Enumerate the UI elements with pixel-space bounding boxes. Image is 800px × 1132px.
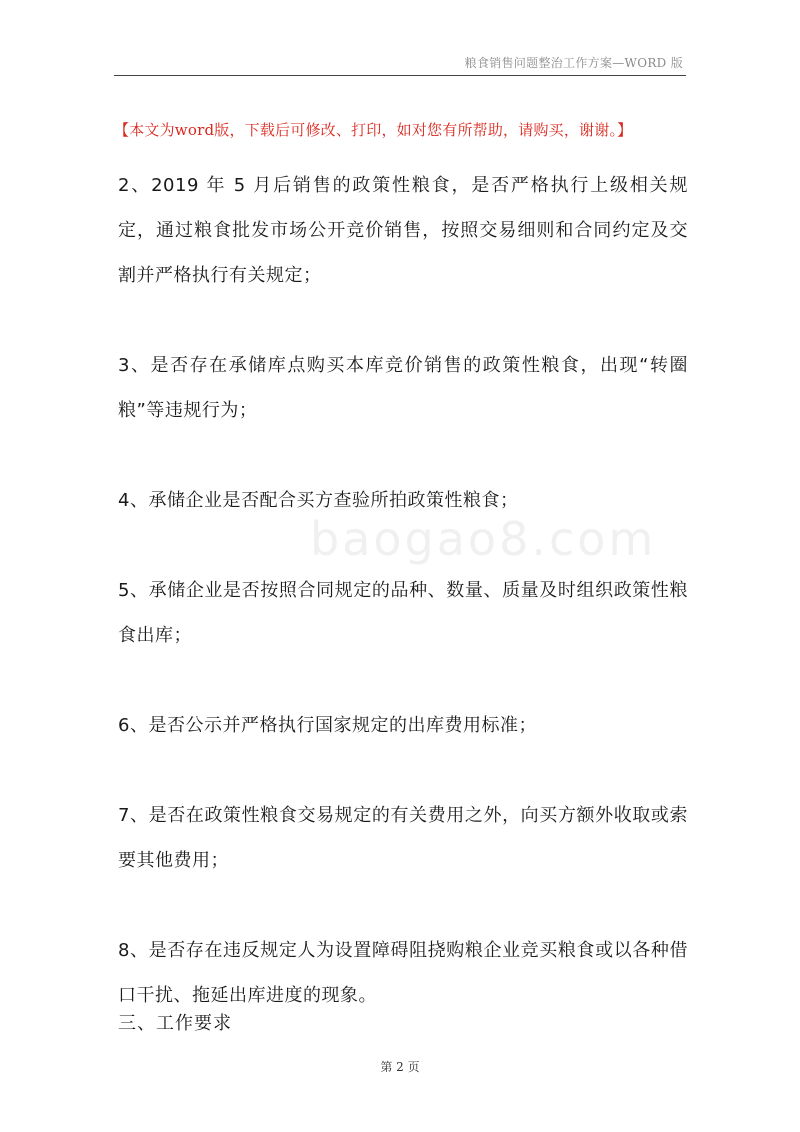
watermark-logo: baogao8.com bbox=[310, 512, 657, 566]
running-header: 粮食销售问题整治工作方案—WORD 版 bbox=[464, 56, 683, 70]
paragraph-item-5: 5、承储企业是否按照合同规定的品种、数量、质量及时组织政策性粮食出库； bbox=[118, 580, 688, 646]
page-number: 第 2 页 bbox=[380, 1060, 420, 1074]
purchase-notice: 【本文为word版，下载后可修改、打印，如对您有所帮助，请购买，谢谢。】 bbox=[114, 121, 633, 139]
paragraph-item-4: 4、承储企业是否配合买方查验所拍政策性粮食； bbox=[118, 490, 519, 511]
header-divider bbox=[114, 75, 686, 76]
document-body bbox=[118, 163, 688, 1063]
section-heading: 三、工作要求 bbox=[118, 1013, 232, 1034]
paragraph-item-6: 6、是否公示并严格执行国家规定的出库费用标准； bbox=[118, 715, 537, 736]
paragraph-item-7: 7、是否在政策性粮食交易规定的有关费用之外，向买方额外收取或索要其他费用； bbox=[118, 805, 688, 871]
paragraph-item-2: 2、2019 年 5 月后销售的政策性粮食，是否严格执行上级相关规定，通过粮食批发市场公开竞价销售，按照交易细则和合同约定及交割并严格执行有关规定； bbox=[118, 175, 688, 286]
paragraph-item-8: 8、是否存在违反规定人为设置障碍阻挠购粮企业竞买粮食或以各种借口干扰、拖延出库进度的现象。 bbox=[118, 940, 688, 1006]
paragraph-item-3: 3、是否存在承储库点购买本库竞价销售的政策性粮食，出现“转圈粮”等违规行为； bbox=[118, 355, 688, 421]
